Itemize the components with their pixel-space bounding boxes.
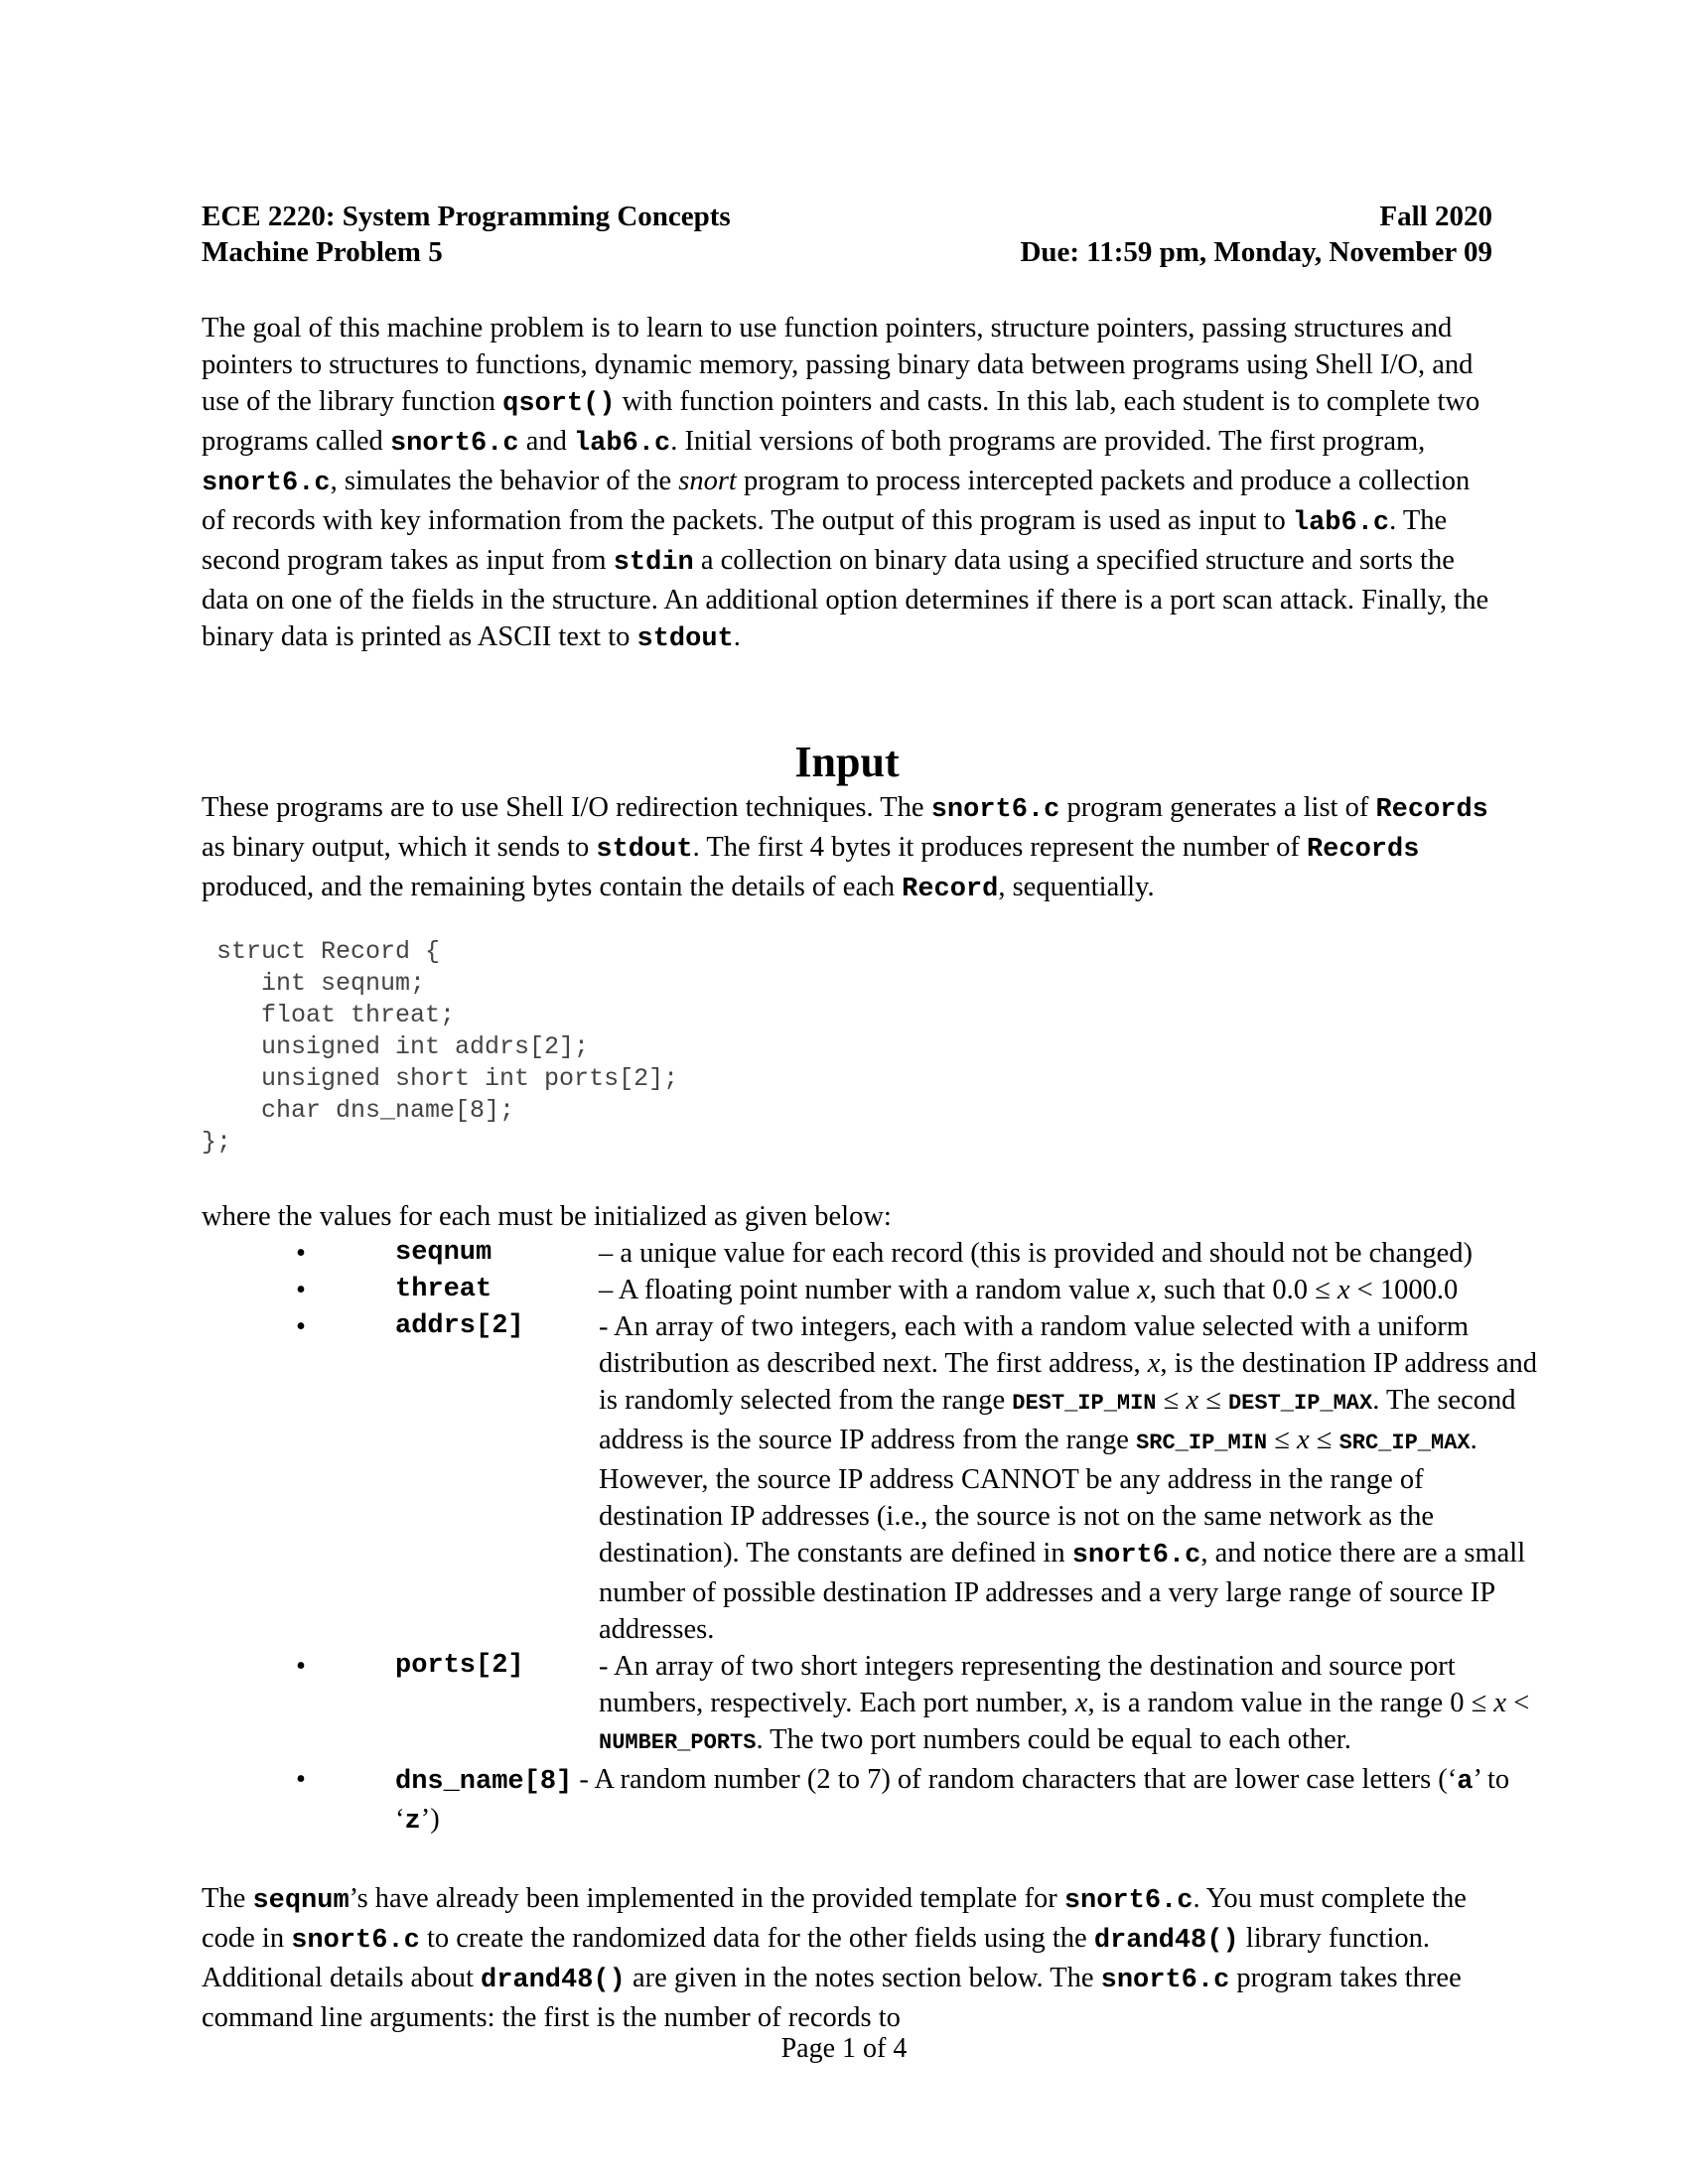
field-desc: – a unique value for each record (this is provided and should not be changed) [599, 1238, 1474, 1269]
header-row-2 [202, 234, 1492, 270]
code-snort6: snort6.c [389, 429, 519, 459]
page-number: Page 1 of 4 [780, 2033, 908, 2064]
due-date: Due: 11:59 pm, Monday, November 09 [1020, 236, 1492, 268]
field-name: seqnum [395, 1238, 492, 1268]
list-item-addrs: • addrs[2] - An array of two integers, each with a random value selected with a uniform distribution as described next. The first address, x, is the destination IP address and is randomly selected from the range DEST_IP_MIN ≤ x ≤ DEST_IP_MAX. The second address is the source IP address from the range SRC_IP_MIN ≤ x ≤ SRC_IP_MAX. However, the source IP address CANNOT be any address in the range of destination IP addresses (i.e., the source is not on the same network as the destination). The constants are defined in snort6.c, and notice there are a small number of possible destination IP addresses and a very large range of source IP addresses. [202, 1308, 1492, 1648]
section-heading-input: Input [794, 738, 900, 786]
code-stdout: stdout [636, 624, 734, 654]
field-desc: – A floating point number with a random value x, such that 0.0 ≤ x < 1000.0 [599, 1275, 1459, 1305]
code-qsort: qsort() [502, 389, 616, 419]
course-title: ECE 2220: System Programming Concepts [202, 201, 731, 232]
struct-code-block: struct Record { int seqnum; float threat; unsigned int addrs[2]; unsigned short int ports[2]; char dns_name[8]; }; [202, 937, 679, 1157]
code-lab6: lab6.c [573, 429, 671, 459]
code-stdin: stdin [613, 548, 694, 578]
list-item-ports: • ports[2] - An array of two short integers representing the destination and source port numbers, respectively. Each port number, x, is a random value in the range 0 ≤ x < NUMBER_PORTS. The two port numbers could be equal to each other. [202, 1648, 1492, 1761]
list-item-threat: • threat – A floating point number with a random value x, such that 0.0 ≤ x < 1000.0 [202, 1272, 1492, 1308]
fields-intro: where the values for each must be initialized as given below: [202, 1201, 892, 1232]
field-desc: - An array of two integers, each with a random value selected with a uniform distribution as described next. The first address, x, is the destination IP address and is randomly selected from the range DEST_IP_MIN ≤ x ≤ DEST_IP_MAX. The second address is the source IP address from the range SRC_IP_MIN ≤ x ≤ SRC_IP_MAX. However, the source IP address CANNOT be any address in the range of destination IP addresses (i.e., the source is not on the same network as the destination). The constants are defined in snort6.c, and notice there are a small number of possible destination IP addresses and a very large range of source IP addresses. [599, 1311, 1538, 1645]
list-item-dns-name: • dns_name[8] - A random number (2 to 7) of random characters that are lower case letters (‘a’ to ‘z’) [202, 1761, 1492, 1841]
problem-title: Machine Problem 5 [202, 236, 443, 268]
closing-paragraph: The seqnum’s have already been implemented in the provided template for snort6.c. You must complete the code in snort6.c to create the randomized data for the other fields using the drand48() library function. Additional details about drand48() are given in the notes section below. The snort6.c program takes three command line arguments: the first is the number of records to [202, 1883, 1467, 2033]
field-desc: - An array of two short integers representing the destination and source port numbers, respectively. Each port number, x, is a random value in the range 0 ≤ x < NUMBER_PORTS. The two port numbers could be equal to each other. [599, 1651, 1530, 1755]
header-row-1 [202, 199, 1492, 234]
input-paragraph: These programs are to use Shell I/O redirection techniques. The snort6.c program generates a list of Records as binary output, which it sends to stdout. The first 4 bytes it produces represent the number of Records produced, and the remaining bytes contain the details of each Record, sequentially. [202, 792, 1488, 904]
snort-italic: snort [678, 466, 737, 496]
bullet: • [296, 1238, 306, 1269]
list-item-seqnum [202, 1235, 1492, 1272]
intro-paragraph: The goal of this machine problem is to learn to use function pointers, structure pointers, passing structures and pointers to structures to functions, dynamic memory, passing binary data between programs using Shell I/O, and use of the library function qsort() with function pointers and casts. In this lab, each student is to complete two programs called snort6.c and lab6.c. Initial versions of both programs are provided. The first program, snort6.c, simulates the behavior of the snort program to process intercepted packets and produce a collection of records with key information from the packets. The output of this program is used as input to lab6.c. The second program takes as input from stdin a collection on binary data using a specified structure and sorts the data on one of the fields in the structure. An additional option determines if there is a port scan attack. Finally, the binary data is printed as ASCII text to stdout. [202, 313, 1489, 654]
semester: Fall 2020 [1379, 201, 1492, 232]
document-page [202, 199, 1538, 2036]
field-desc: dns_name[8] - A random number (2 to 7) of random characters that are lower case letters (‘a’ to ‘z’) [395, 1764, 1510, 1837]
